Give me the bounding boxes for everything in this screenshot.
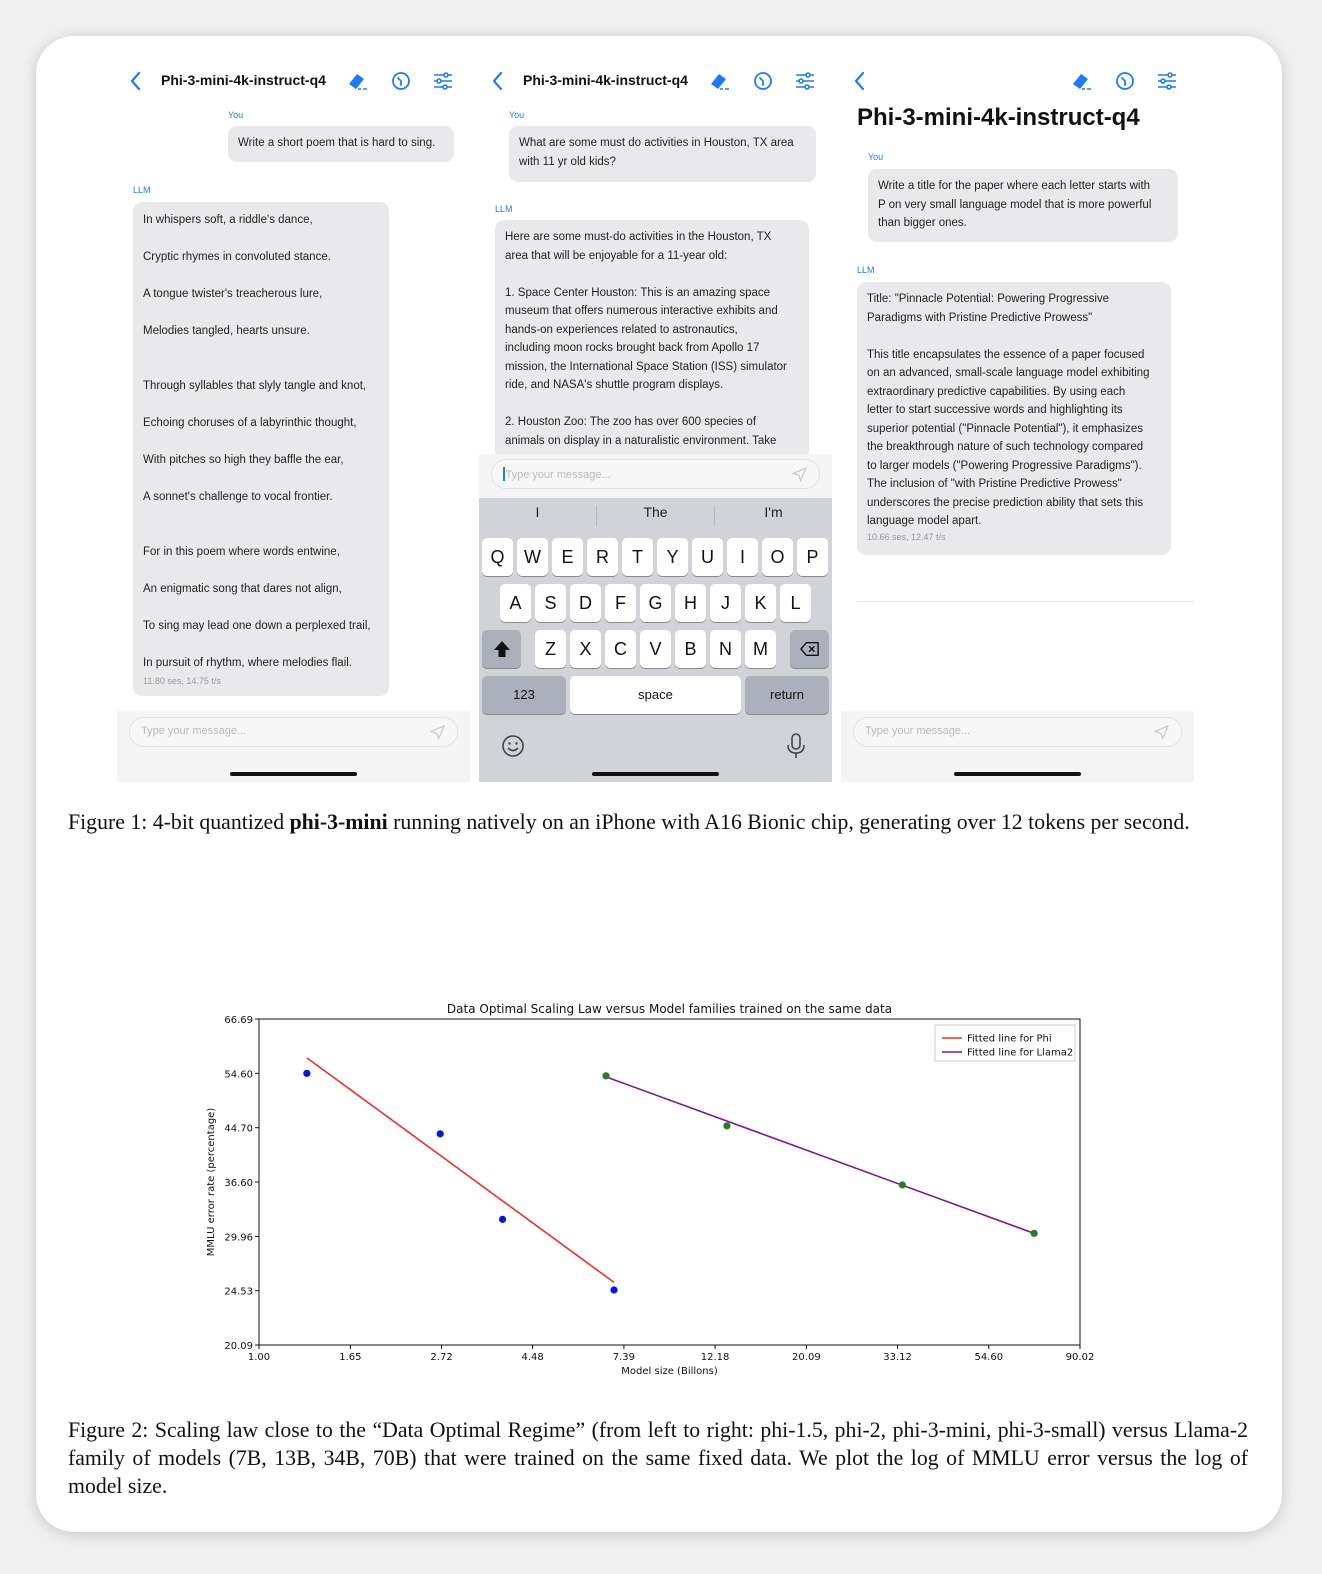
shift-icon: [492, 639, 512, 659]
poem-line: With pitches so high they baffle the ear,: [143, 454, 344, 466]
key-s[interactable]: S: [535, 584, 566, 622]
caption-text: Figure 1: 4-bit quantized: [68, 810, 290, 834]
llm-line: 1. Space Center Houston: This is an amazing space: [505, 286, 771, 299]
x-tick-label: 90.02: [1065, 1352, 1095, 1363]
figure1-caption: [68, 808, 1248, 836]
reset-icon[interactable]: [389, 69, 413, 93]
suggestion-3[interactable]: I'm: [764, 504, 783, 520]
return-key[interactable]: return: [745, 676, 829, 714]
data-point-phi: [610, 1286, 617, 1293]
llm-line: area that will be enjoyable for a 11-year old:: [505, 249, 728, 262]
legend-label: Fitted line for Llama2: [967, 1047, 1074, 1059]
y-tick-label: 20.09: [224, 1341, 253, 1352]
caption-bold-text: phi-3-mini: [289, 810, 388, 834]
data-point-llama2: [602, 1072, 609, 1079]
llm-message-bubble: [495, 220, 809, 460]
x-tick-label: 12.18: [700, 1352, 730, 1363]
llm-line: on an advanced, small-scale language model exhibiting: [867, 367, 1150, 379]
message-input-bar: [479, 454, 832, 498]
model-title: Phi-3-mini-4k-instruct-q4: [523, 72, 688, 88]
figure2-caption: Figure 2: Scaling law close to the “Data Optimal Regime” (from left to right: phi-1.5, phi-2, phi-3-mini, phi-3-small) versus Llama-2 family of models (7B, 13B, 34B, 70B) that were trained on the same fixed data. We plot the log of MMLU error versus the log of model size.: [68, 1418, 1248, 1498]
llm-line: hands-on experiences related to astronautics,: [505, 323, 738, 336]
key-w[interactable]: W: [517, 538, 548, 576]
x-tick-label: 1.00: [247, 1352, 271, 1363]
microphone-icon[interactable]: [785, 732, 807, 760]
llm-label: LLM: [133, 185, 151, 195]
you-label: You: [868, 152, 884, 162]
poem-line: [143, 516, 379, 534]
generation-stats: 11.80 ses, 14.75 t/s: [143, 676, 221, 686]
llm-line: extraordinary predictive capabilities. By using each: [867, 385, 1126, 398]
plot-frame: [259, 1019, 1080, 1345]
llm-line: superior potential ("Pinnacle Potential"), it emphasizes: [867, 422, 1143, 435]
y-tick-label: 54.60: [224, 1069, 253, 1081]
llm-line: ride, and NASA's shuttle program displays.: [505, 379, 724, 391]
fit-line-llama2: [606, 1077, 1034, 1233]
data-point-phi: [499, 1216, 506, 1223]
reset-icon[interactable]: [1113, 69, 1137, 93]
text-caret: [503, 467, 505, 481]
y-tick-label: 29.96: [224, 1232, 253, 1244]
poem-line: A tongue twister's treacherous lure,: [143, 288, 323, 300]
key-n[interactable]: N: [710, 630, 741, 668]
user-message-bubble: [228, 126, 454, 162]
data-point-llama2: [723, 1122, 730, 1129]
llm-line: language model apart.: [867, 515, 982, 527]
you-label: You: [228, 110, 244, 120]
key-x[interactable]: X: [570, 630, 601, 668]
home-indicator: [592, 772, 719, 776]
llm-line: letter to start successive words and highlighting its: [867, 404, 1123, 416]
model-title: Phi-3-mini-4k-instruct-q4: [161, 72, 326, 88]
user-message-line: P on very small language model that is more powerful: [878, 198, 1152, 211]
user-message-line: What are some must do activities in Houston, TX area: [519, 137, 794, 149]
home-indicator: [230, 772, 357, 776]
key-j[interactable]: J: [710, 584, 741, 622]
paper-page: [36, 36, 1282, 1532]
key-v[interactable]: V: [640, 630, 671, 668]
data-point-phi: [437, 1130, 444, 1137]
x-tick-label: 7.39: [612, 1352, 636, 1363]
llm-line: This title encapsulates the essence of a paper focused: [867, 348, 1145, 361]
scaling-law-chart: [192, 996, 1095, 1386]
nav-bar: [479, 60, 832, 104]
keyboard-area: [479, 454, 832, 782]
settings-sliders-icon[interactable]: [431, 69, 455, 93]
key-q[interactable]: Q: [482, 538, 513, 576]
llm-line: to larger models ("Powering Progressive Paradigms").: [867, 459, 1142, 472]
y-tick-label: 36.60: [224, 1178, 253, 1190]
x-tick-label: 33.12: [883, 1352, 912, 1363]
you-label: You: [509, 110, 525, 120]
message-input-bar: [117, 711, 470, 782]
poem-line: In pursuit of rhythm, where melodies flail.: [143, 657, 353, 669]
eraser-icon[interactable]: [345, 69, 369, 93]
nav-bar: [117, 60, 470, 104]
llm-line: [505, 395, 799, 414]
phone-screen-poem: [117, 60, 470, 782]
fit-line-phi: [307, 1058, 614, 1282]
legend-label: Fitted line for Phi: [967, 1033, 1052, 1045]
key-i[interactable]: I: [727, 538, 758, 576]
poem-line: Through syllables that slyly tangle and knot,: [143, 380, 367, 392]
caption-text: running natively on an iPhone with A16 Bionic chip, generating over 12 tokens per second.: [387, 810, 1190, 834]
user-message-line: Write a title for the paper where each letter starts with: [878, 180, 1151, 192]
key-c[interactable]: C: [605, 630, 636, 668]
x-tick-label: 54.60: [974, 1352, 1004, 1363]
user-message-line: than bigger ones.: [878, 217, 967, 229]
nav-bar: [841, 60, 1194, 104]
poem-line: Melodies tangled, hearts unsure.: [143, 325, 310, 337]
llm-line: [867, 327, 1161, 346]
generation-stats: 10.66 ses, 12.47 t/s: [867, 531, 946, 542]
poem-line: A sonnet's challenge to vocal frontier.: [143, 491, 333, 503]
suggestion-2[interactable]: The: [643, 504, 668, 520]
poem-line: In whispers soft, a riddle's dance,: [143, 214, 313, 226]
llm-line: The inclusion of "with Pristine Predictive Prowess": [867, 478, 1122, 490]
key-f[interactable]: F: [605, 584, 636, 622]
llm-label: LLM: [495, 204, 513, 214]
llm-line: mission, the International Space Station (ISS) simulator: [505, 360, 787, 373]
x-tick-label: 2.72: [430, 1352, 453, 1363]
llm-line: museum that offers numerous interactive exhibits and: [505, 305, 778, 317]
back-chevron-icon[interactable]: [851, 70, 869, 92]
key-l[interactable]: L: [780, 584, 811, 622]
poem-line: [143, 350, 379, 368]
divider: [857, 601, 1194, 602]
x-tick-label: 4.48: [521, 1352, 544, 1363]
llm-line: 2. Houston Zoo: The zoo has over 600 species of: [505, 416, 757, 428]
backspace-key[interactable]: [790, 630, 829, 668]
key-y[interactable]: Y: [657, 538, 688, 576]
llm-message-bubble: [133, 202, 389, 696]
send-icon[interactable]: [1154, 725, 1169, 740]
data-point-llama2: [899, 1181, 906, 1188]
input-placeholder: Type your message...: [141, 725, 247, 737]
key-g[interactable]: G: [640, 584, 671, 622]
user-message-bubble: [868, 169, 1178, 242]
input-placeholder: Type your message...: [865, 725, 971, 737]
y-tick-label: 24.53: [224, 1286, 253, 1298]
llm-line: Here are some must-do activities in the Houston, TX: [505, 231, 772, 243]
llm-line: Title: "Pinnacle Potential: Powering Progressive: [867, 293, 1110, 305]
x-tick-label: 20.09: [792, 1352, 821, 1363]
shift-key[interactable]: [482, 630, 521, 668]
key-u[interactable]: U: [692, 538, 723, 576]
llm-message-bubble: [857, 282, 1171, 555]
poem-line: For in this poem where words entwine,: [143, 546, 340, 558]
llm-line: including moon rocks brought back from Apollo 17: [505, 342, 760, 354]
eraser-icon[interactable]: [707, 69, 731, 93]
settings-sliders-icon[interactable]: [793, 69, 817, 93]
message-input[interactable]: [129, 717, 458, 747]
key-t[interactable]: T: [622, 538, 653, 576]
llm-line: underscores the precise prediction ability that sets this: [867, 496, 1144, 509]
phone-screen-houston: [479, 60, 832, 782]
data-point-llama2: [1031, 1230, 1038, 1237]
phone-screen-title: [841, 60, 1194, 782]
key-p[interactable]: P: [797, 538, 828, 576]
key-a[interactable]: A: [500, 584, 531, 622]
user-message-bubble: [509, 126, 816, 182]
key-d[interactable]: D: [570, 584, 601, 622]
send-icon[interactable]: [430, 725, 445, 740]
y-axis-label: MMLU error rate (percentage): [206, 1107, 217, 1257]
reset-icon[interactable]: [751, 69, 775, 93]
home-indicator: [954, 772, 1081, 776]
poem-line: Cryptic rhymes in convoluted stance.: [143, 251, 331, 263]
send-icon[interactable]: [792, 467, 807, 482]
back-chevron-icon[interactable]: [489, 70, 507, 92]
message-input-bar: [841, 711, 1194, 782]
key-o[interactable]: O: [762, 538, 793, 576]
key-b[interactable]: B: [675, 630, 706, 668]
backspace-icon: [799, 640, 821, 658]
suggestion-1[interactable]: I: [535, 504, 540, 520]
space-key[interactable]: space: [570, 676, 741, 714]
llm-line: [505, 265, 799, 284]
message-input[interactable]: [491, 459, 820, 489]
llm-line: Paradigms with Pristine Predictive Prowess": [867, 311, 1093, 324]
key-e[interactable]: E: [552, 538, 583, 576]
message-input[interactable]: [853, 717, 1182, 747]
x-axis-label: Model size (Billons): [621, 1366, 718, 1377]
poem-line: Echoing choruses of a labyrinthic thought,: [143, 417, 357, 429]
back-chevron-icon[interactable]: [127, 70, 145, 92]
emoji-icon[interactable]: [501, 734, 525, 758]
y-tick-label: 66.69: [224, 1015, 253, 1026]
llm-label: LLM: [857, 265, 875, 275]
x-tick-label: 1.65: [339, 1352, 362, 1363]
key-r[interactable]: R: [587, 538, 618, 576]
input-placeholder: Type your message...: [505, 469, 611, 481]
data-point-phi: [303, 1070, 310, 1077]
numbers-key[interactable]: 123: [482, 676, 566, 714]
key-k[interactable]: K: [745, 584, 776, 622]
llm-line: animals on display in a naturalistic environment. Take: [505, 434, 777, 447]
chart-title: Data Optimal Scaling Law versus Model families trained on the same data: [446, 1002, 893, 1016]
eraser-icon[interactable]: [1069, 69, 1093, 93]
user-message-text: Write a short poem that is hard to sing.: [238, 137, 436, 149]
key-z[interactable]: Z: [535, 630, 566, 668]
settings-sliders-icon[interactable]: [1155, 69, 1179, 93]
poem-line: An enigmatic song that dares not align,: [143, 583, 342, 595]
llm-line: the breakthrough nature of such technology compared: [867, 441, 1144, 453]
y-tick-label: 44.70: [224, 1123, 253, 1135]
user-message-line: with 11 yr old kids?: [519, 155, 616, 168]
key-m[interactable]: M: [745, 630, 776, 668]
large-model-title: Phi-3-mini-4k-instruct-q4: [857, 104, 1140, 131]
poem-line: To sing may lead one down a perplexed trail,: [143, 620, 371, 632]
key-h[interactable]: H: [675, 584, 706, 622]
